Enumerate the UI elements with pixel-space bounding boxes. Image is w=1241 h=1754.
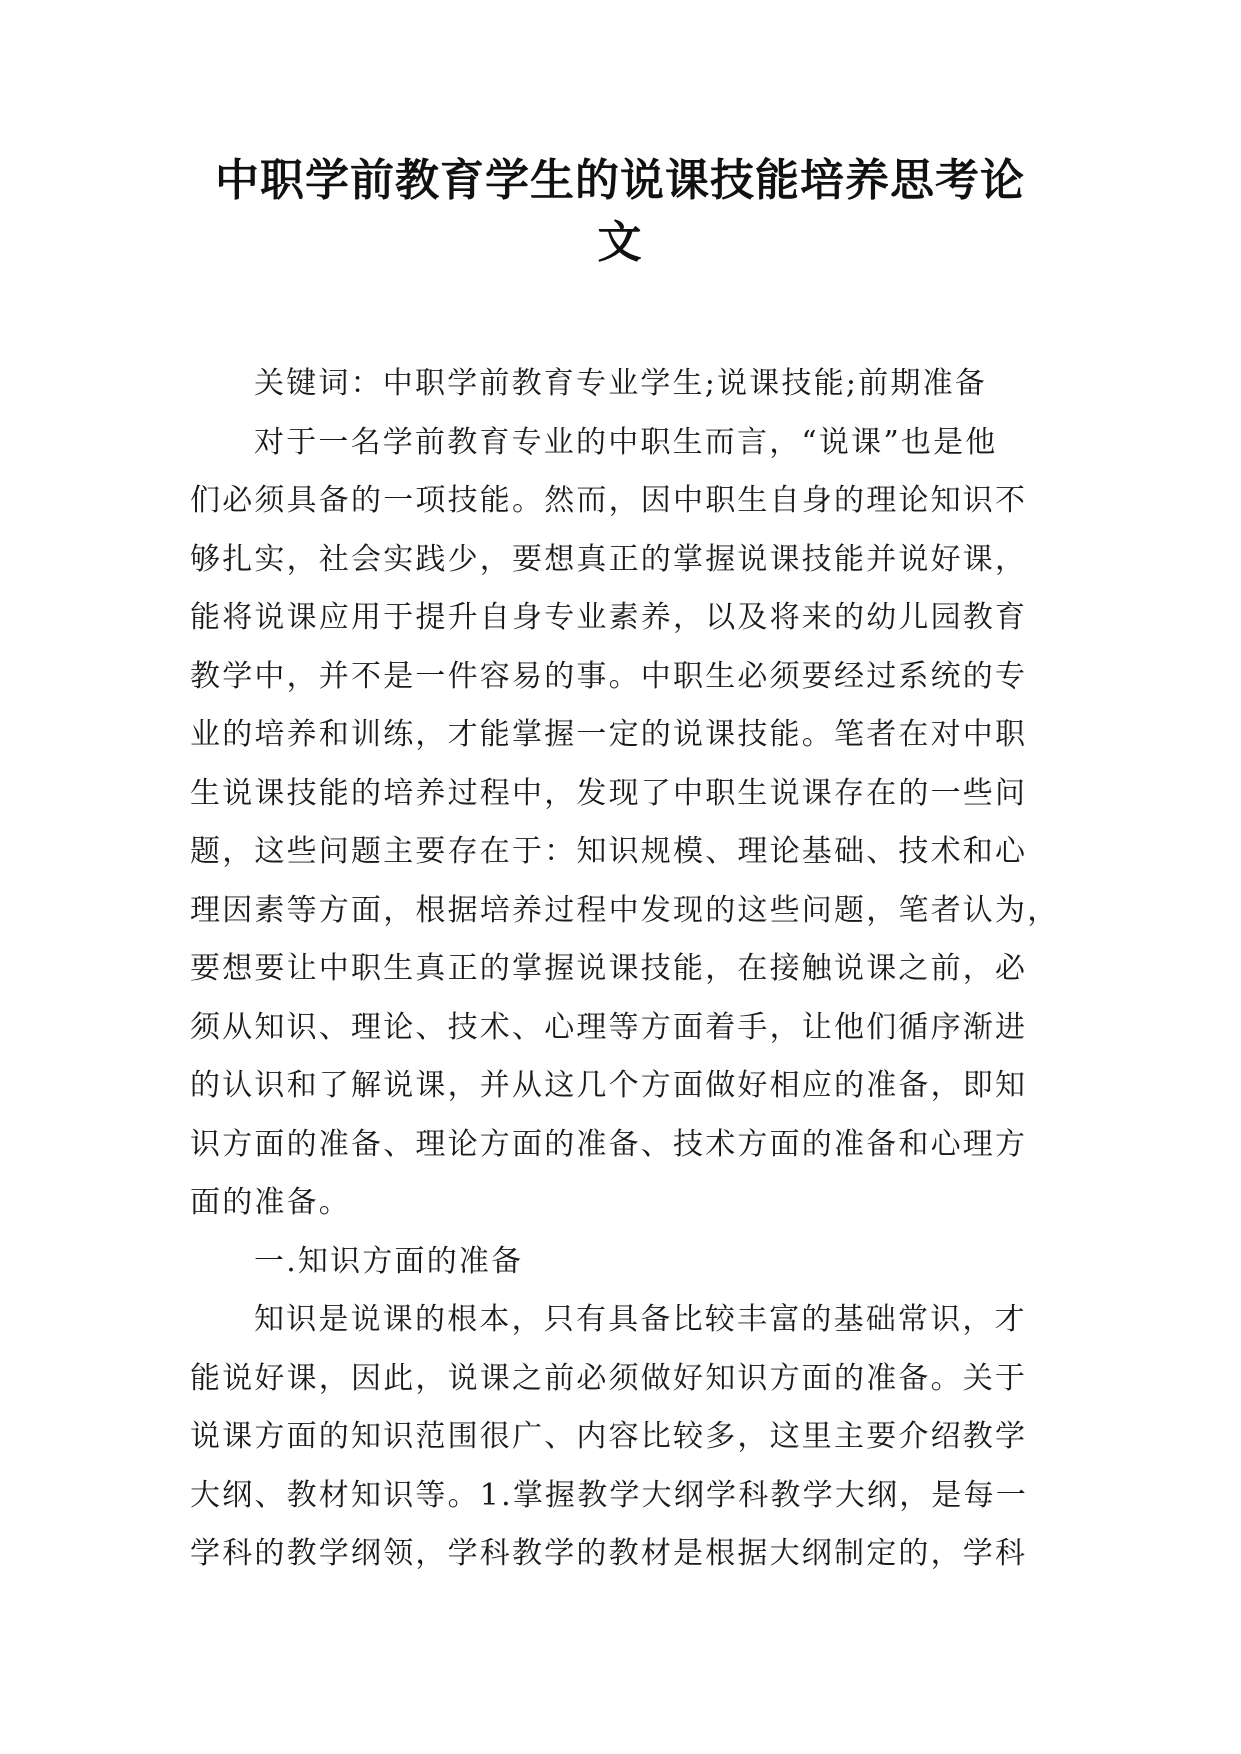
paragraph-line: 说课方面的知识范围很广、内容比较多，这里主要介绍教学 — [190, 1419, 1028, 1454]
keywords-line: 关键词：中职学前教育专业学生;说课技能;前期准备 — [254, 366, 988, 401]
paragraph-line: 要想要让中职生真正的掌握说课技能，在接触说课之前，必 — [190, 951, 1028, 986]
paragraph-line: 理因素等方面，根据培养过程中发现的这些问题，笔者认为， — [190, 892, 1060, 928]
paragraph-line: 题，这些问题主要存在于：知识规模、理论基础、技术和心 — [190, 834, 1028, 869]
paragraph-line: 学科的教学纲领，学科教学的教材是根据大纲制定的，学科 — [190, 1536, 1028, 1571]
paragraph-line: 业的培养和训练，才能掌握一定的说课技能。笔者在对中职 — [190, 717, 1028, 752]
paragraph-line: 能说好课，因此，说课之前必须做好知识方面的准备。关于 — [190, 1360, 1028, 1396]
paragraph-2 — [190, 1291, 1060, 1584]
paragraph-1 — [190, 414, 1060, 1233]
document-body — [190, 355, 1060, 1584]
paragraph-line: 教学中，并不是一件容易的事。中职生必须要经过系统的专 — [190, 658, 1028, 694]
paragraph-line: 识方面的准备、理论方面的准备、技术方面的准备和心理方 — [190, 1126, 1028, 1162]
paragraph-line: 知识是说课的根本，只有具备比较丰富的基础常识，才 — [254, 1302, 1027, 1337]
paragraph-line: 生说课技能的培养过程中，发现了中职生说课存在的一些问 — [190, 775, 1028, 811]
paragraph-line: 大纲、教材知识等。1.掌握教学大纲学科教学大纲，是每一 — [190, 1477, 1029, 1513]
document-title — [170, 150, 1070, 274]
paragraph-line: 的认识和了解说课，并从这几个方面做好相应的准备，即知 — [190, 1068, 1028, 1103]
paragraph-line: 面的准备。 — [190, 1185, 351, 1220]
title-line: 文 — [597, 217, 643, 268]
paragraph-line: 够扎实，社会实践少，要想真正的掌握说课技能并说好课， — [190, 541, 1028, 577]
paragraph-line: 们必须具备的一项技能。然而，因中职生自身的理论知识不 — [190, 483, 1028, 518]
paragraph-line: 能将说课应用于提升自身专业素养，以及将来的幼儿园教育 — [190, 600, 1028, 635]
paragraph-line: 对于一名学前教育专业的中职生而言，“说课”也是他 — [254, 424, 998, 460]
section-heading: 一.知识方面的准备 — [254, 1243, 524, 1279]
paragraph-line: 须从知识、理论、技术、心理等方面着手，让他们循序渐进 — [190, 1009, 1028, 1045]
title-line: 中职学前教育学生的说课技能培养思考论 — [215, 155, 1025, 206]
